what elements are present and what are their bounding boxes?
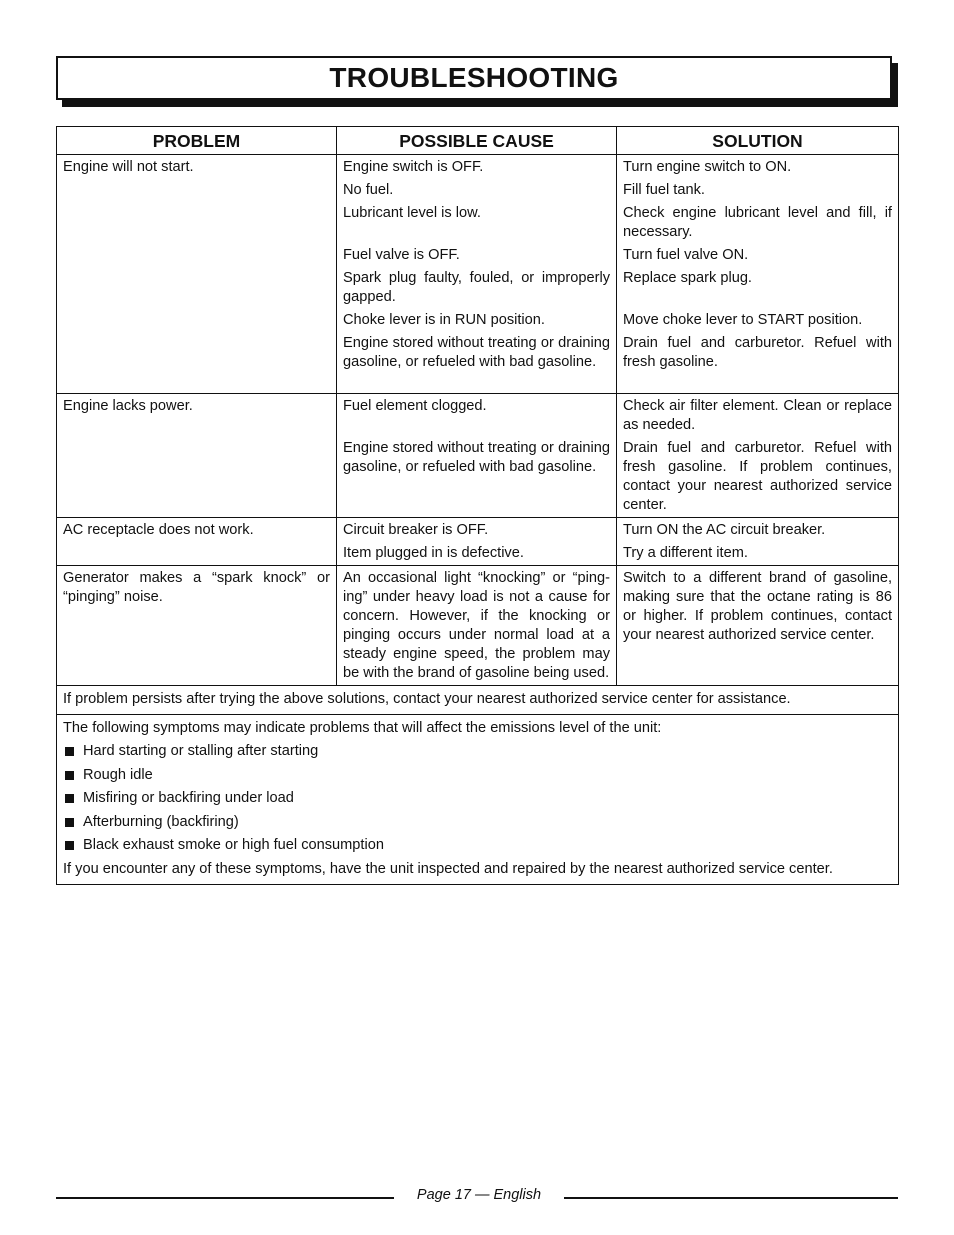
symptom-text: Afterburning (backfiring) <box>83 813 239 830</box>
header-row <box>57 127 899 155</box>
solution-item: Check air filter element. Clean or replace as needed. <box>623 398 892 433</box>
solution-item: Move choke lever to START position. <box>623 312 863 328</box>
solution-item: Turn engine switch to ON. <box>623 159 792 175</box>
solution-item: Check engine lubricant level and fill, if necessary. <box>623 205 892 240</box>
title-box <box>56 56 892 100</box>
symptom-list <box>63 742 892 855</box>
list-item <box>63 813 892 832</box>
square-bullet-icon <box>65 818 74 827</box>
problem-text: Generator makes a “spark knock” or “pinging” noise. <box>63 570 330 605</box>
table-row <box>57 518 899 566</box>
problem-cell: Engine lacks power. <box>57 394 337 518</box>
header-solution: SOLUTION <box>617 127 899 155</box>
problem-cell: Engine will not start. <box>57 155 337 394</box>
list-item <box>63 766 892 785</box>
solution-item: Turn fuel valve ON. <box>623 247 749 263</box>
symptom-text: Rough idle <box>83 766 153 783</box>
problem-cell: AC receptacle does not work. <box>57 518 337 566</box>
emissions-intro: The following symptoms may indicate problems that will affect the emissions level of the unit: <box>63 720 662 736</box>
footer-rule-right <box>564 1197 898 1199</box>
cause-item: Item plugged in is defective. <box>343 545 524 561</box>
emissions-row <box>57 715 899 885</box>
header-problem: PROBLEM <box>57 127 337 155</box>
table-row <box>57 566 899 686</box>
square-bullet-icon <box>65 794 74 803</box>
emissions-closing: If you encounter any of these symptoms, have the unit inspected and repaired by the nearest authorized service center. <box>63 860 833 877</box>
troubleshooting-table <box>56 126 899 885</box>
cause-item: No fuel. <box>343 182 394 198</box>
emissions-cell <box>57 715 899 885</box>
cause-cell <box>337 566 617 686</box>
problem-cell <box>57 566 337 686</box>
solution-item: Try a different item. <box>623 545 748 561</box>
square-bullet-icon <box>65 771 74 780</box>
solution-item: Drain fuel and carburetor. Refuel with fresh gasoline. If problem continues, contact your nearest authorized service center. <box>623 440 892 513</box>
symptom-text: Black exhaust smoke or high fuel consumption <box>83 837 384 853</box>
cause-item: Choke lever is in RUN position. <box>343 312 545 328</box>
list-item <box>63 742 892 761</box>
symptom-text: Misfiring or backfiring under load <box>83 790 294 806</box>
square-bullet-icon <box>65 747 74 756</box>
solution-item: Switch to a different brand of gasoline, making sure that the octane rating is 86 or higher. If problem continues, contact your nearest authorized service center. <box>623 570 892 643</box>
footer-rule-left <box>56 1197 394 1199</box>
cause-item: Spark plug faulty, fouled, or improperly gapped. <box>343 270 610 305</box>
solution-cell <box>617 518 899 566</box>
cause-item: Engine stored without treating or draining gasoline, or refueled with bad gasoline. <box>343 335 610 370</box>
cause-item: Engine switch is OFF. <box>343 159 484 175</box>
square-bullet-icon <box>65 841 74 850</box>
cause-item: Fuel element clogged. <box>343 398 487 414</box>
cause-item: An occasional light “knocking” or “ping-ing” under heavy load is not a cause for concern. However, if the knocking or pinging occurs under normal load at a steady engine speed, the problem may be with the brand of gasoline being used. <box>343 570 610 681</box>
solution-item: Replace spark plug. <box>623 270 752 286</box>
cause-cell <box>337 394 617 518</box>
header-possible-cause: POSSIBLE CAUSE <box>337 127 617 155</box>
table-row <box>57 394 899 518</box>
persist-note-row <box>57 686 899 715</box>
persist-note: If problem persists after trying the above solutions, contact your nearest authorized service center for assistance. <box>57 686 899 715</box>
solution-cell <box>617 394 899 518</box>
cause-item: Lubricant level is low. <box>343 205 481 221</box>
solution-cell <box>617 566 899 686</box>
cause-cell <box>337 518 617 566</box>
cause-item: Fuel valve is OFF. <box>343 247 460 263</box>
solution-item: Turn ON the AC circuit breaker. <box>623 522 826 538</box>
list-item <box>63 789 892 808</box>
cause-item: Circuit breaker is OFF. <box>343 522 489 538</box>
list-item <box>63 836 892 855</box>
solution-item: Fill fuel tank. <box>623 182 705 198</box>
solution-cell <box>617 155 899 394</box>
cause-item: Engine stored without treating or draining gasoline, or refueled with bad gasoline. <box>343 440 610 475</box>
solution-item: Drain fuel and carburetor. Refuel with fresh gasoline. <box>623 335 892 370</box>
page-footer: Page 17 — English <box>416 1187 542 1203</box>
cause-cell <box>337 155 617 394</box>
symptom-text: Hard starting or stalling after starting <box>83 743 319 759</box>
table-row <box>57 155 899 394</box>
title-banner <box>56 56 898 107</box>
page-title: TROUBLESHOOTING <box>329 62 619 93</box>
